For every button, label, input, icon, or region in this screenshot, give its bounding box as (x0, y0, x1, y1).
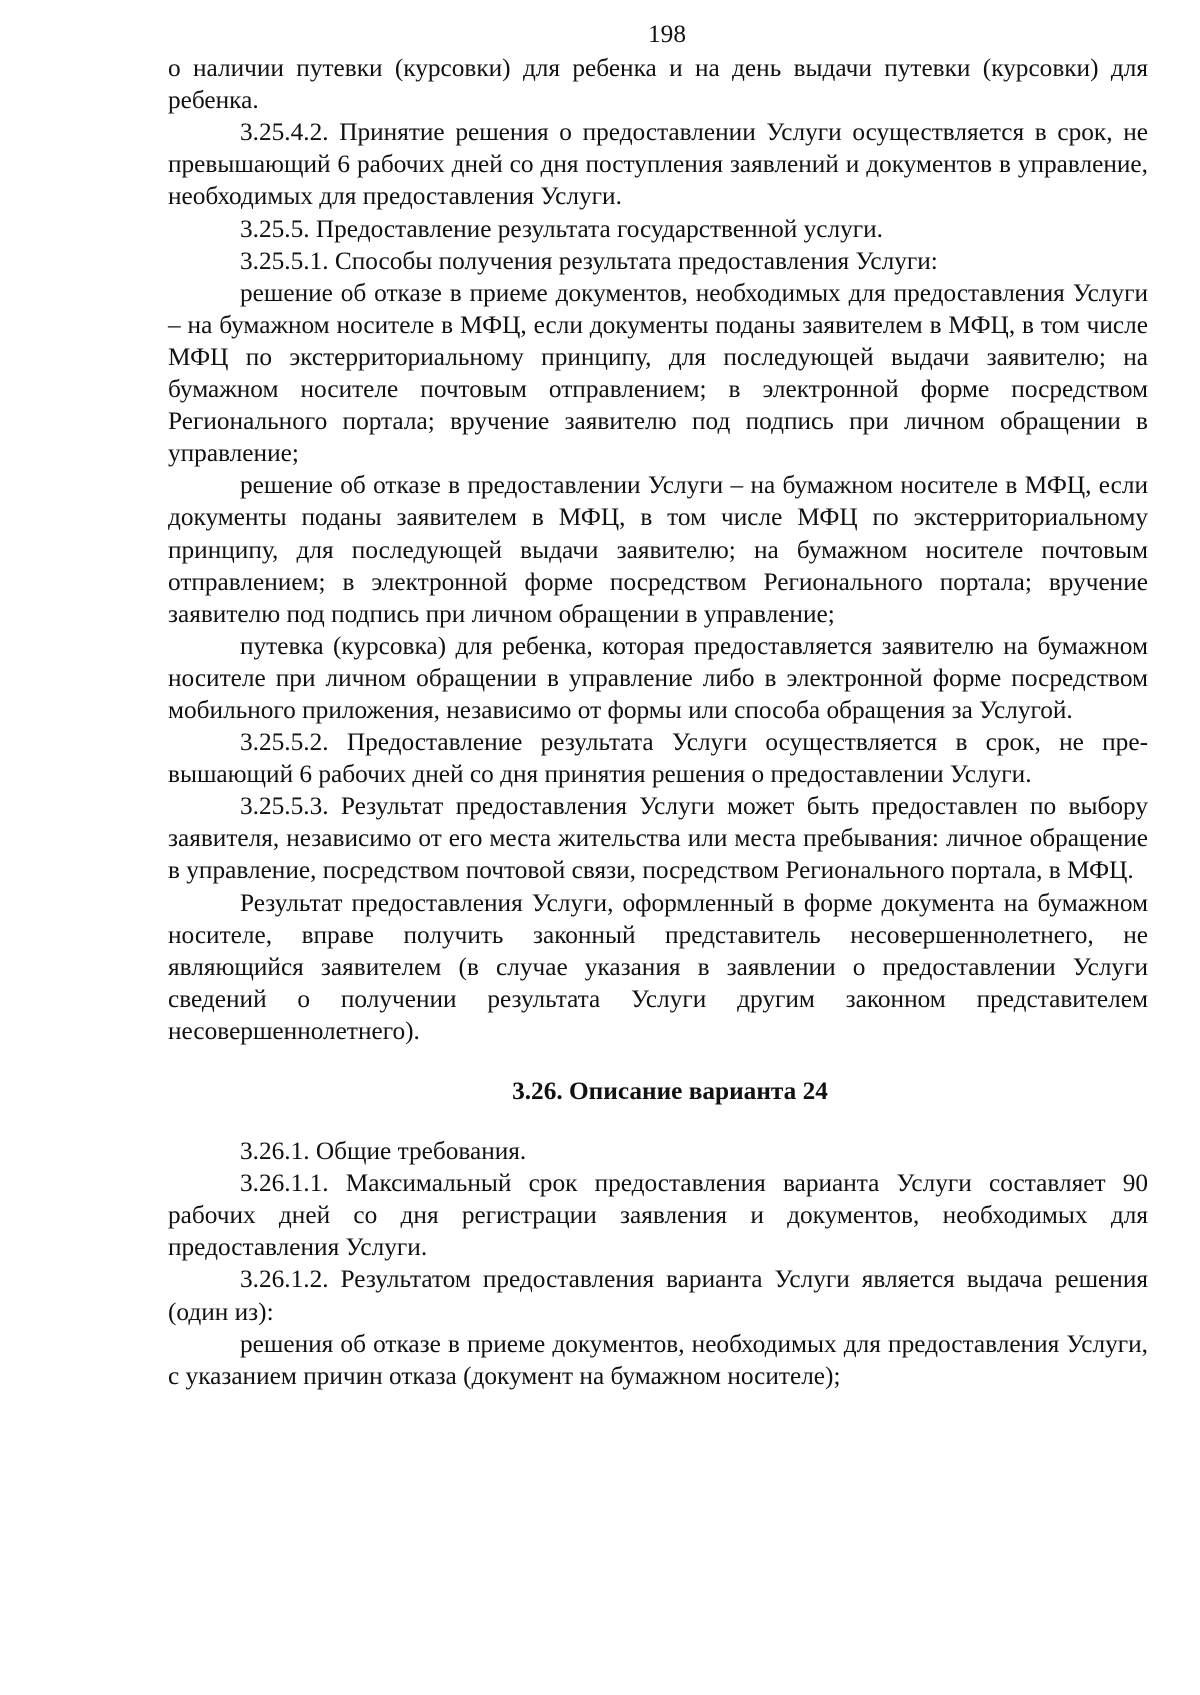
paragraph: 3.26.1. Общие требования. (240, 1137, 527, 1166)
page-number: 198 (648, 20, 686, 48)
paragraph: 3.25.4.2. Принятие решения о предоставлении Услуги осуществляется в срок, не превышающий 6 рабочих дней со дня поступления заявлений и документов в управление, необходимых для предоставления Услуги. (168, 118, 1148, 211)
paragraph: 3.25.5.3. Результат предоставления Услуги может быть предоставлен по выбору заявителя, независимо от его места жительства или места пребывания: личное обращение в управление, посредством почтовой связи, посредством Регионального портала, в МФЦ. (168, 792, 1148, 885)
paragraph: 3.25.5.1. Способы получения результата предоставления Услуги: (240, 246, 938, 275)
paragraph: 3.26.1.2. Результатом предоставления варианта Услуги является выдача решения (один из): (168, 1265, 1148, 1326)
body-text-after-heading (168, 1135, 1148, 1392)
paragraph: о наличии путевки (курсовки) для ребенка и на день выдачи путевки (курсовки) для ребенка. (168, 54, 1148, 115)
body-text-before-heading (168, 52, 1148, 1047)
paragraph: 3.25.5.2. Предоставление результата Услуги осуществляется в срок, не превышающий 6 рабочих дней со дня принятия решения о предоставлении Услуги. (168, 728, 1148, 789)
paragraph: решение об отказе в предоставлении Услуги – на бумажном носителе в МФЦ, если документы поданы заявителем в МФЦ, в том числе МФЦ по экстерриториальному принципу, для последующей выдачи заявителю; на бумажном носителе почтовым отправлением; в электронной форме посредством Регионального портала; вручение заявителю под подпись при личном обращении в управление; (168, 471, 1148, 628)
paragraph: решение об отказе в приеме документов, необходимых для предоставления Услуги – на бумажном носителе в МФЦ, если документы поданы заявителем в МФЦ, в том числе МФЦ по экстерриториальному принципу, для последующей выдачи заявителю; на бумажном носителе почтовым отправлением; в электронной форме посредством Регионального портала; вручение заявителю под подпись при личном обращении в управление; (168, 278, 1148, 468)
section-heading: 3.26. Описание варианта 24 (512, 1077, 828, 1105)
paragraph: 3.25.5. Предоставление результата государственной услуги. (240, 214, 883, 243)
paragraph: путевка (курсовка) для ребенка, которая предоставляется заявителю на бумажном носителе при личном обращении в управление либо в электронной форме посредством мобильного приложения, независимо от формы или способа обращения за Услугой. (168, 631, 1148, 724)
document-page (168, 18, 1148, 1392)
paragraph: 3.26.1.1. Максимальный срок предоставления варианта Услуги составляет 90 рабочих дней со дня регистрации заявления и документов, необходимых для предоставления Услуги. (168, 1169, 1148, 1262)
paragraph: решения об отказе в приеме документов, необходимых для предоставления Услуги, с указанием причин отказа (документ на бумажном носителе); (168, 1329, 1148, 1390)
paragraph: Результат предоставления Услуги, оформленный в форме документа на бумажном носителе, вправе получить законный представитель несовершеннолетнего, не являющийся заявителем (в случае указания в заявлении о предоставлении Услуги сведений о получении результата Услуги другим законном представителем несовершеннолетнего). (168, 888, 1148, 1045)
